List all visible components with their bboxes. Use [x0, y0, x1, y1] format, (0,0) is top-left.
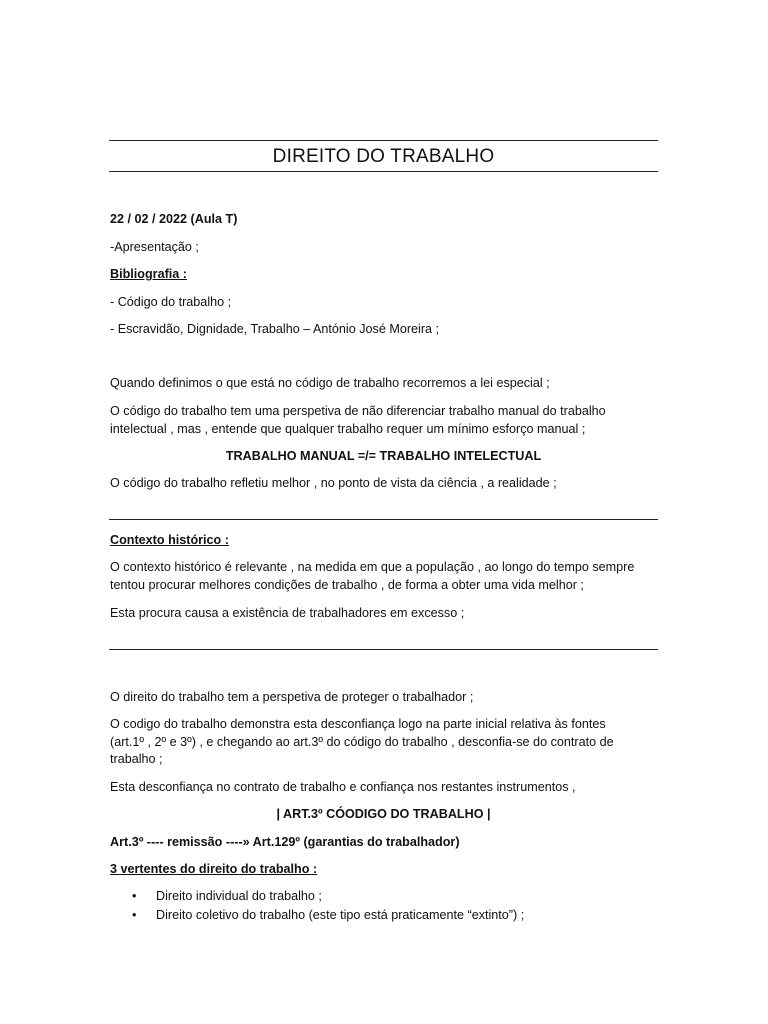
bibliography-item: - Escravidão, Dignidade, Trabalho – António José Moreira ; [110, 322, 440, 336]
paragraph: Esta desconfiança no contrato de trabalho e confiança nos restantes instrumentos , [110, 780, 576, 794]
paragraph-line: O contexto histórico é relevante , na medida em que a população , ao longo do tempo sempre [110, 560, 635, 574]
page-title: DIREITO DO TRABALHO [272, 146, 495, 167]
list-item-label: Direito individual do trabalho ; [156, 889, 322, 903]
paragraph: O código do trabalho refletiu melhor , no ponto de vista da ciência , a realidade ; [110, 476, 557, 490]
paragraph-line: trabalho ; [110, 752, 163, 766]
section-divider [109, 519, 658, 520]
bullet-icon: • [132, 908, 137, 922]
date-line: 22 / 02 / 2022 (Aula T) [110, 212, 238, 226]
paragraph-line: tentou procurar melhores condições de trabalho , de forma a obter uma vida melhor ; [110, 578, 584, 592]
list-item [132, 907, 524, 924]
paragraph-line: O código do trabalho tem uma perspetiva de não diferenciar trabalho manual do trabalho [110, 404, 606, 418]
title-bottom-rule [109, 171, 658, 172]
list-item-label: Direito coletivo do trabalho (este tipo está praticamente “extinto”) ; [156, 908, 525, 922]
bullet-icon: • [132, 889, 137, 903]
section-divider [109, 649, 658, 650]
article-reference: Art.3º ---- remissão ----» Art.129º (garantias do trabalhador) [110, 835, 460, 849]
paragraph: Esta procura causa a existência de trabalhadores em excesso ; [110, 606, 465, 620]
bibliography-heading: Bibliografia : [110, 267, 187, 281]
centered-statement: | ART.3º CÓODIGO DO TRABALHO | [276, 807, 491, 821]
bibliography-item: - Código do trabalho ; [110, 295, 232, 309]
paragraph-line: O codigo do trabalho demonstra esta desconfiança logo na parte inicial relativa às fontes [110, 717, 606, 731]
centered-statement: TRABALHO MANUAL =/= TRABALHO INTELECTUAL [225, 449, 542, 463]
paragraph: O direito do trabalho tem a perspetiva de proteger o trabalhador ; [110, 690, 474, 704]
presentation-line: -Apresentação ; [110, 240, 199, 254]
context-heading: Contexto histórico : [110, 533, 229, 547]
vertentes-heading: 3 vertentes do direito do trabalho : [110, 862, 318, 876]
paragraph: Quando definimos o que está no código de trabalho recorremos a lei especial ; [110, 376, 550, 390]
list-item [132, 888, 322, 905]
paragraph-line: (art.1º , 2º e 3º) , e chegando ao art.3º do código do trabalho , desconfia-se do contrato de [110, 735, 614, 749]
paragraph-line: intelectual , mas , entende que qualquer trabalho requer um mínimo esforço manual ; [110, 422, 586, 436]
title-top-rule [109, 140, 658, 141]
